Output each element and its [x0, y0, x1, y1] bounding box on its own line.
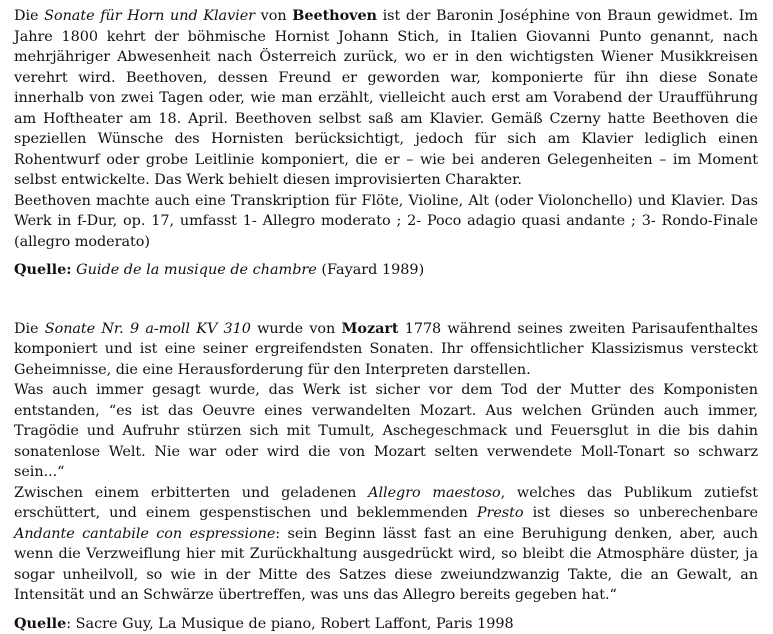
mozart-source-line: Quelle: Sacre Guy, La Musique de piano, Robert Laffont, Paris 1998	[14, 614, 758, 634]
mozart-work-title: Sonate Nr. 9 a-moll KV 310	[45, 321, 251, 337]
mozart-movements-paragraph: Zwischen einem erbitterten und geladenen Allegro maestoso, welches das Publikum zutiefst erschüttert, und einem gespenstischen und beklemmenden Presto ist dieses so unberechenbare Andante cantabile con espressione: sein Beginn lässt fast an eine Beruhigung denken, aber, auch wenn die Verzweiflung hier mit Zurückhaltung ausgedrückt wird, so bleibt die Atmosphäre düster, ja sogar unheilvoll, so wie in der Mitte des Satzes diese zweiundzwanzig Takte, die an Gewalt, an Intensität und an Schwärze übertreffen, was uns das Allegro bereits gegeben hat.“	[14, 483, 758, 606]
document-page	[14, 6, 758, 634]
andante-term: Andante cantabile con espressione	[14, 526, 275, 542]
beethoven-work-title: Sonate für Horn und Klavier	[44, 8, 255, 24]
beethoven-transcription-paragraph: Beethoven machte auch eine Transkription für Flöte, Violine, Alt (oder Violonchello) und Klavier. Das Werk in f-Dur, op. 17, umfasst 1- Allegro moderato ; 2- Poco adagio quasi andante ; 3- Rondo-Finale (allegro moderato)	[14, 191, 758, 253]
beethoven-source-label: Quelle:	[14, 261, 72, 278]
mozart-intro-paragraph: Die Sonate Nr. 9 a-moll KV 310 wurde von Mozart 1778 während seines zweiten Parisaufenthaltes komponiert und ist eine seiner ergreifendsten Sonaten. Ihr offensichtlicher Klassizismus versteckt Geheimnisse, die eine Herausforderung für den Interpreten darstellen.	[14, 319, 758, 381]
allegro-maestoso-term: Allegro maestoso	[368, 485, 501, 501]
mozart-source-label: Quelle	[14, 615, 66, 632]
beethoven-source-line: Quelle: Guide de la musique de chambre (Fayard 1989)	[14, 260, 758, 281]
beethoven-intro-paragraph: Die Sonate für Horn und Klavier von Beethoven ist der Baronin Joséphine von Braun gewidmet. Im Jahre 1800 kehrt der böhmische Hornist Johann Stich, in Italien Giovanni Punto genannt, nach mehrjähriger Abwesenheit nach Österreich zurück, wo er in den wichtigsten Wiener Musikkreisen verehrt wird. Beethoven, dessen Freund er geworden war, komponierte für ihn diese Sonate innerhalb von zwei Tagen oder, wie man erzählt, vielleicht auch erst am Vorabend der Uraufführung am Hoftheater am 18. April. Beethoven selbst saß am Klavier. Gemäß Czerny hatte Beethoven die speziellen Wünsche des Hornisten berücksichtigt, jedoch für sich am Klavier lediglich einen Rohentwurf oder grobe Leitlinie komponiert, die er – wie bei anderen Gelegenheiten – im Moment selbst entwickelte. Das Werk behielt diesen improvisierten Charakter.	[14, 6, 758, 191]
beethoven-composer-name: Beethoven	[292, 7, 377, 24]
presto-term: Presto	[477, 505, 524, 521]
mozart-composer-name: Mozart	[342, 320, 399, 337]
mozart-quote-paragraph: Was auch immer gesagt wurde, das Werk ist sicher vor dem Tod der Mutter des Komponisten entstanden, “es ist das Oeuvre eines verwandelten Mozart. Aus welchen Gründen auch immer, Tragödie und Aufruhr stürzen sich mit Tumult, Aschegeschmack und Feuersglut in die bis dahin sonatenlose Welt. Nie war oder wird die von Mozart selten verwendete Moll-Tonart so schwarz sein...“	[14, 380, 758, 483]
beethoven-source-title: Guide de la musique de chambre	[76, 262, 317, 278]
